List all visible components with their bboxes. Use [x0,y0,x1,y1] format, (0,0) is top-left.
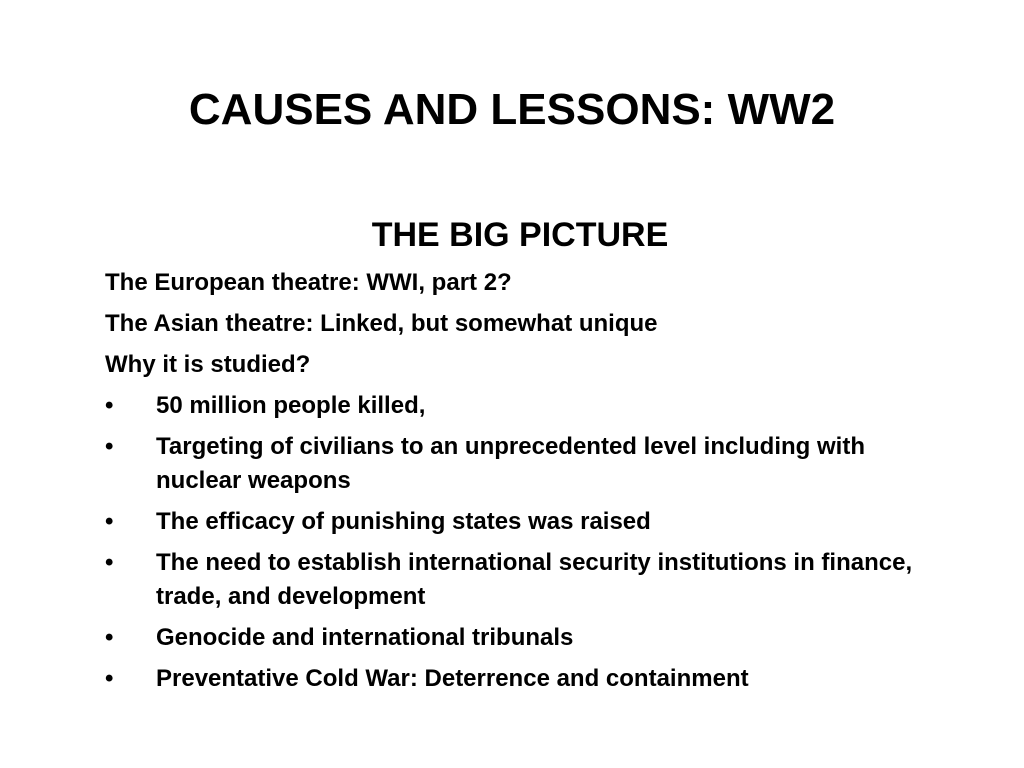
bullet-list [105,389,945,703]
bullet-item [105,662,945,696]
bullet-icon: • [105,392,114,419]
bullet-icon: • [105,549,114,576]
bullet-text: Targeting of civilians to an unprecedented level including with nuclear weapons [156,433,865,494]
bullet-item [105,546,945,614]
bullet-item [105,621,945,655]
bullet-text: The efficacy of punishing states was raised [156,508,651,535]
text-line-asian-theatre: The Asian theatre: Linked, but somewhat unique [105,310,658,337]
bullet-item [105,505,945,539]
slide-subtitle: THE BIG PICTURE [371,216,669,254]
bullet-text: Preventative Cold War: Deterrence and containment [156,665,749,692]
slide-title: CAUSES AND LESSONS: WW2 [188,85,836,134]
bullet-item [105,430,945,498]
bullet-text: Genocide and international tribunals [156,624,574,651]
bullet-icon: • [105,508,114,535]
bullet-icon: • [105,665,114,692]
bullet-item [105,389,945,423]
bullet-text: The need to establish international security institutions in finance, trade, and development [156,549,913,610]
text-line-european-theatre: The European theatre: WWI, part 2? [105,269,512,296]
text-line-why-studied: Why it is studied? [105,351,311,378]
bullet-text: 50 million people killed, [156,392,426,419]
bullet-icon: • [105,433,114,460]
bullet-icon: • [105,624,114,651]
